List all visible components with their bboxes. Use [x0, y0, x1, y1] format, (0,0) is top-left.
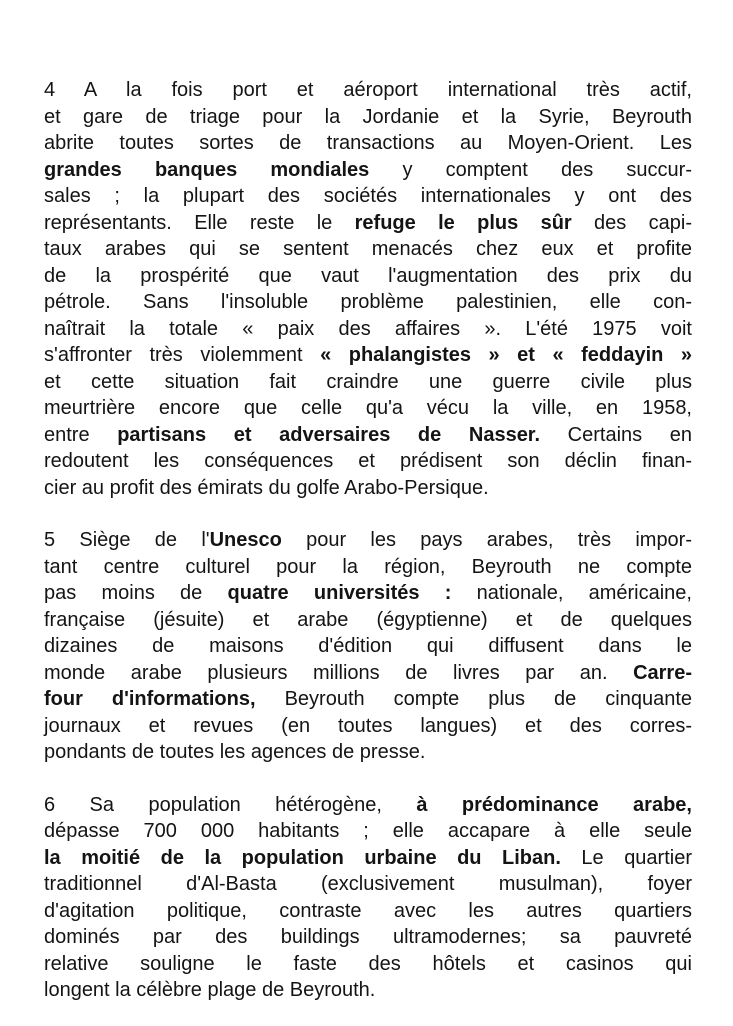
text-run: s'affronter très violemment — [44, 344, 321, 366]
text-run: et cette situation fait craindre une guerre civile plus — [44, 370, 692, 393]
text-run: meurtrière encore que celle qu'a vécu la ville, en 1958, — [44, 397, 692, 419]
text-line — [44, 713, 692, 740]
text-line — [44, 210, 692, 237]
text-run: pas moins de — [44, 582, 228, 604]
bold-text-run: quatre universités : — [227, 582, 452, 604]
text-line — [44, 422, 692, 449]
text-run: des capi- — [571, 211, 692, 234]
text-run: sales ; la plupart des sociétés internationales y ont des — [44, 185, 692, 207]
text-line — [44, 263, 692, 290]
text-line — [44, 898, 692, 925]
text-run: dominés par des buildings ultramodernes; sa pauvreté — [44, 926, 692, 948]
paragraph-5 — [44, 527, 692, 766]
text-line — [44, 104, 692, 131]
text-line — [44, 369, 692, 396]
paragraph-gap — [44, 501, 692, 527]
text-run: et gare de triage pour la Jordanie et la Syrie, Beyrouth — [44, 105, 692, 128]
text-line — [44, 289, 692, 316]
text-run: représentants. Elle reste le — [44, 211, 355, 234]
text-line — [44, 448, 692, 475]
text-run: Le quartier — [560, 846, 692, 869]
text-run: 5 Siège de l' — [44, 529, 210, 551]
text-run: pétrole. Sans l'insoluble problème palestinien, elle con- — [44, 291, 692, 313]
text-run: pondants de toutes les agences de presse. — [44, 741, 426, 763]
text-line — [44, 739, 692, 766]
text-run: 4 A la fois port et aéroport international très actif, — [44, 79, 692, 101]
text-run: relative souligne le faste des hôtels et casinos qui — [44, 952, 692, 975]
text-run: tant centre culturel pour la région, Beyrouth ne compte — [44, 555, 692, 578]
text-line — [44, 951, 692, 978]
text-line — [44, 77, 692, 104]
text-run: française (jésuite) et arabe (égyptienne) et de quelques — [44, 608, 692, 631]
text-line — [44, 924, 692, 951]
bold-text-run: four d'informations, — [44, 688, 256, 710]
text-run: longent la célèbre plage de Beyrouth. — [44, 979, 376, 1001]
text-run: dépasse 700 000 habitants ; elle accapare à elle seule — [44, 820, 692, 842]
text-run: 6 Sa population hétérogène, — [44, 793, 417, 816]
text-run: Beyrouth compte plus de cinquante — [255, 688, 693, 710]
text-run: d'agitation politique, contraste avec les autres quartiers — [44, 899, 692, 922]
paragraph-4 — [44, 77, 692, 501]
bold-text-run: à prédominance arabe, — [416, 793, 692, 816]
text-line — [44, 236, 692, 263]
bold-text-run: Carre- — [633, 661, 692, 684]
bold-text-run: la moitié de la population urbaine du Liban. — [44, 846, 561, 869]
text-line — [44, 395, 692, 422]
text-run: entre — [44, 423, 118, 446]
text-line — [44, 183, 692, 210]
text-run: Certains en — [540, 423, 692, 446]
text-line — [44, 342, 692, 369]
text-line — [44, 607, 692, 634]
text-run: taux arabes qui se sentent menacés chez eux et profite — [44, 238, 692, 260]
text-run: traditionnel d'Al-Basta (exclusivement musulman), foyer — [44, 873, 692, 895]
text-line — [44, 792, 692, 819]
text-run: journaux et revues (en toutes langues) et des corres- — [44, 714, 692, 737]
text-line — [44, 157, 692, 184]
text-run: dizaines de maisons d'édition qui diffusent dans le — [44, 635, 692, 657]
text-line — [44, 871, 692, 898]
text-line — [44, 316, 692, 343]
text-run: cier au profit des émirats du golfe Arabo-Persique. — [44, 476, 489, 499]
bold-text-run: grandes banques mondiales — [44, 158, 370, 181]
text-run: pour les pays arabes, très impor- — [281, 529, 693, 551]
text-line — [44, 845, 692, 872]
text-line — [44, 475, 692, 502]
text-run: de la prospérité que vaut l'augmentation des prix du — [44, 264, 692, 287]
text-line — [44, 686, 692, 713]
text-line — [44, 580, 692, 607]
text-line — [44, 527, 692, 554]
text-run: naîtrait la totale « paix des affaires ». L'été 1975 voit — [44, 317, 692, 340]
bold-text-run: partisans et adversaires de Nasser. — [117, 423, 541, 446]
bold-text-run: Unesco — [209, 529, 282, 551]
bold-text-run: refuge le plus sûr — [354, 211, 572, 234]
text-line — [44, 818, 692, 845]
text-run: redoutent les conséquences et prédisent son déclin finan- — [44, 450, 692, 472]
text-line — [44, 660, 692, 687]
text-run: nationale, américaine, — [451, 582, 692, 604]
text-line — [44, 633, 692, 660]
text-run: y comptent des succur- — [369, 158, 692, 181]
bold-text-run: « phalangistes » et « feddayin » — [320, 344, 692, 366]
text-run: monde arabe plusieurs millions de livres par an. — [44, 661, 634, 684]
paragraph-6 — [44, 792, 692, 1004]
text-line — [44, 554, 692, 581]
paragraph-gap — [44, 766, 692, 792]
text-line — [44, 977, 692, 1004]
text-run: abrite toutes sortes de transactions au Moyen-Orient. Les — [44, 132, 692, 154]
text-line — [44, 130, 692, 157]
